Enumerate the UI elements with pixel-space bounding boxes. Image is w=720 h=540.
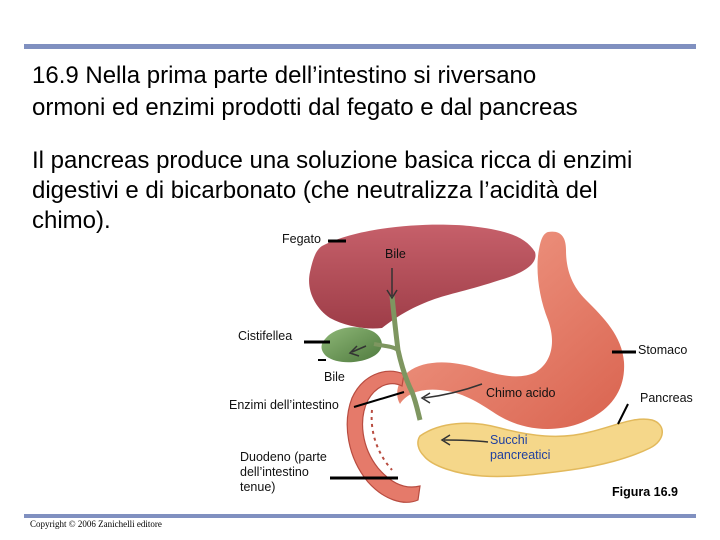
label-bile-top: Bile: [385, 247, 406, 261]
bile-duct: [392, 296, 420, 420]
label-cistifellea: Cistifellea: [238, 329, 293, 343]
copyright-notice: Copyright © 2006 Zanichelli editore: [30, 519, 162, 529]
label-duodeno: Duodeno (parte dell’intestino tenue): [240, 450, 327, 494]
label-succhi: Succhi pancreatici: [490, 433, 551, 462]
figure-caption: Figura 16.9: [612, 485, 678, 499]
bottom-rule: [24, 514, 696, 518]
label-enzimi: Enzimi dell’intestino: [229, 398, 339, 412]
slide-body-text: Il pancreas produce una soluzione basica ricca di enzimi digestivi e di bicarbonato (che neutralizza l’acidità del chimo).: [32, 147, 633, 234]
label-bile-lower: Bile: [324, 370, 345, 384]
label-fegato: Fegato: [282, 232, 321, 246]
label-pancreas: Pancreas: [640, 391, 693, 405]
label-chimo: Chimo acido: [486, 386, 556, 400]
label-stomaco: Stomaco: [638, 343, 688, 357]
duodenum-folds: [372, 410, 392, 470]
slide-title: 16.9 Nella prima parte dell’intestino si riversano ormoni ed enzimi prodotti dal fegato e dal pancreas: [32, 62, 578, 121]
gallbladder-shape: [322, 327, 382, 362]
